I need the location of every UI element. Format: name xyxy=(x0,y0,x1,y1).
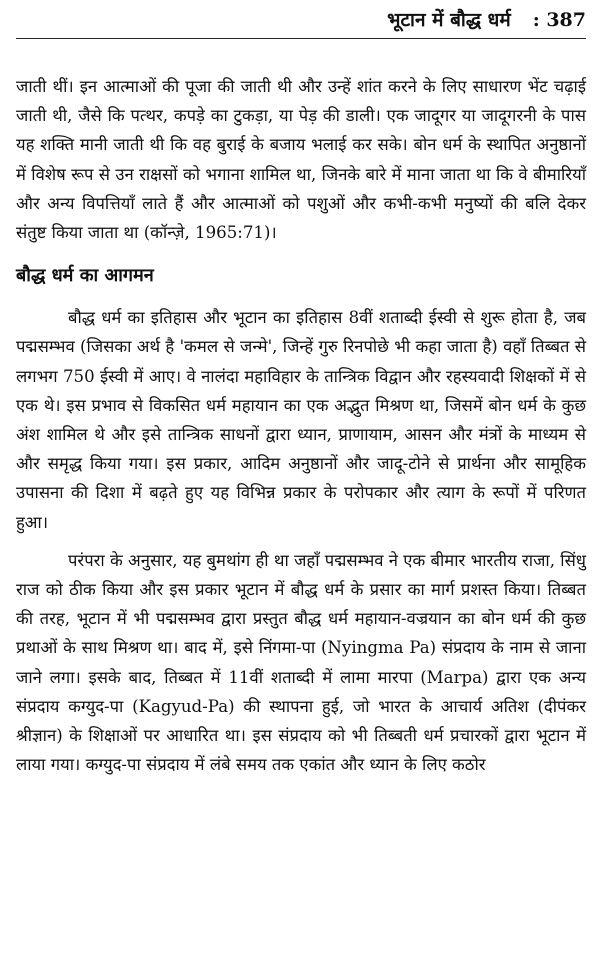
header-rule xyxy=(16,38,586,39)
paragraph-1: जाती थीं। इन आत्माओं की पूजा की जाती थी और उन्हें शांत करने के लिए साधारण भेंट चढ़ाई जाती थी, जैसे कि पत्थर, कपड़े का टुकड़ा, या पेड़ की डाली। एक जादूगर या जादूगरनी के पास यह शक्ति मानी जाती थी कि वह बुराई के बजाय भलाई कर सके। बोन धर्म के स्थापित अनुष्ठानों में विशेष रूप से उन राक्षसों को भगाना शामिल था, जिनके बारे में माना जाता था कि वे बीमारियाँ और अन्य विपत्तियाँ लाते हैं और आत्माओं को पशुओं और कभी-कभी मनुष्यों की बलि देकर संतुष्ट किया जाता था (कॉन्ज़े, 1965:71)। xyxy=(16,77,586,243)
paragraph-2: बौद्ध धर्म का इतिहास और भूटान का इतिहास 8वीं शताब्दी ईस्वी से शुरू होता है, जब पद्मसम्भव (जिसका अर्थ है 'कमल से जन्मे', जिन्हें गुरु रिनपोछे भी कहा जाता है) वहाँ तिब्बत से लगभग 750 ईस्वी में आए। वे नालंदा महाविहार के तान्त्रिक विद्वान और रहस्यवादी शिक्षकों में से एक थे। इस प्रभाव से विकसित धर्म महायान का एक अद्भुत मिश्रण था, जिसमें बोन धर्म के कुछ अंश शामिल थे और इसे तान्त्रिक साधनों द्वारा ध्यान, प्राणायाम, आसन और मंत्रों के माध्यम से और समृद्ध किया गया। इस प्रकार, आदिम अनुष्ठानों और जादू-टोने से प्रार्थना और सामूहिक उपासना की दिशा में बढ़ते हुए यह विभिन्न प्रकार के परोपकार और त्याग के रूपों में परिणत हुआ। xyxy=(16,308,586,532)
page-number: : 387 xyxy=(532,9,586,31)
body-text xyxy=(16,72,586,779)
paragraph-3: परंपरा के अनुसार, यह बुमथांग ही था जहाँ पद्मसम्भव ने एक बीमार भारतीय राजा, सिंधु राज को ठीक किया और इस प्रकार भूटान में बौद्ध धर्म के प्रसार का मार्ग प्रशस्त किया। तिब्बत की तरह, भूटान में भी पद्मसम्भव द्वारा प्रस्तुत बौद्ध धर्म महायान-वज्रयान का बोन धर्म की कुछ प्रथाओं के साथ मिश्रण था। बाद में, इसे निंगमा-पा (Nyingma Pa) संप्रदाय के नाम से जाना जाने लगा। इसके बाद, तिब्बत में 11वीं शताब्दी में लामा मारपा (Marpa) द्वारा एक अन्य संप्रदाय कग्युद-पा (Kagyud-Pa) की स्थापना हुई, जो भारत के आचार्य अतिश (दीपंकर श्रीज्ञान) के शिक्षाओं पर आधारित था। इस संप्रदाय को भी तिब्बती धर्म प्रचारकों द्वारा भूटान में लाया गया। कग्युद-पा संप्रदाय में लंबे समय तक एकांत और ध्यान के लिए कठोर xyxy=(16,550,586,775)
running-header xyxy=(387,6,586,32)
section-heading: बौद्ध धर्म का आगमन xyxy=(16,265,154,287)
chapter-title: भूटान में बौद्ध धर्म xyxy=(387,9,511,31)
